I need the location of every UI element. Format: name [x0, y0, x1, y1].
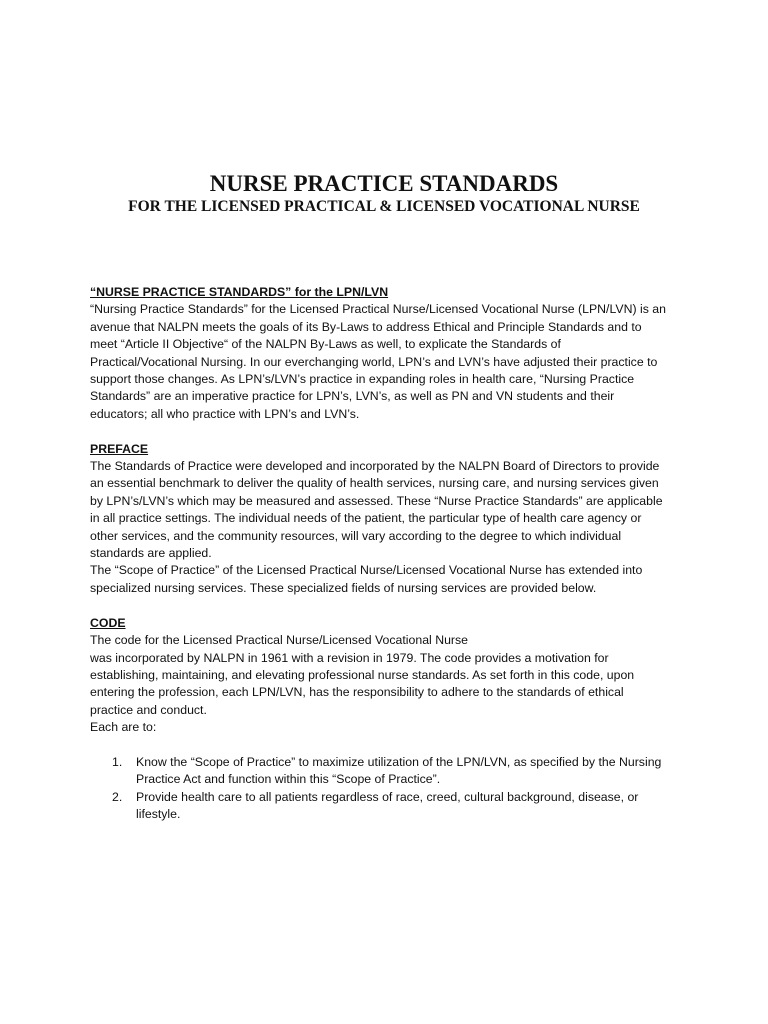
list-item	[90, 754, 690, 789]
text-line: Standards” are an imperative practice for LPN’s, LVN’s, as well as PN and VN students and their	[90, 389, 615, 404]
preface-heading: PREFACE	[90, 441, 149, 456]
intro-section	[90, 284, 690, 423]
preface-section	[90, 441, 690, 598]
text-line: Each are to:	[90, 720, 157, 735]
text-line: establishing, maintaining, and elevating professional nurse standards. As set forth in this code, upon	[90, 667, 635, 682]
code-list	[90, 754, 690, 824]
text-line: Practice Act and function within this “Scope of Practice”.	[136, 772, 441, 787]
text-line: The “Scope of Practice” of the Licensed Practical Nurse/Licensed Vocational Nurse has extended into	[90, 563, 643, 578]
intro-heading: “NURSE PRACTICE STANDARDS” for the LPN/LVN	[90, 285, 389, 299]
text-line: other services, and the community resources, will vary according to the degree to which individual	[90, 528, 622, 543]
text-line: “Nursing Practice Standards” for the Licensed Practical Nurse/Licensed Vocational Nurse (LPN/LVN) is an	[90, 302, 666, 317]
document-subtitle: FOR THE LICENSED PRACTICAL & LICENSED VOCATIONAL NURSE	[128, 198, 640, 215]
list-item-number: 1.	[112, 754, 123, 769]
text-line: was incorporated by NALPN in 1961 with a revision in 1979. The code provides a motivation for	[90, 650, 609, 665]
text-line: lifestyle.	[136, 807, 181, 822]
spacer	[90, 423, 690, 440]
text-line: Know the “Scope of Practice” to maximize utilization of the LPN/LVN, as specified by the Nursing	[136, 754, 662, 769]
text-line: by LPN’s/LVN’s which may be measured and assessed. These “Nurse Practice Standards” are applicable	[90, 493, 663, 508]
text-line: an essential benchmark to deliver the quality of health services, nursing care, and nursing services given	[90, 476, 659, 491]
list-item	[90, 789, 690, 824]
text-line: The Standards of Practice were developed and incorporated by the NALPN Board of Directors to provide	[90, 459, 660, 474]
text-line: meet “Article II Objective“ of the NALPN By-Laws as well, to explicate the Standards of	[90, 337, 561, 352]
text-line: Practical/Vocational Nursing. In our everchanging world, LPN’s and LVN’s have adjusted their practice to	[90, 354, 658, 369]
text-line: in all practice settings. The individual needs of the patient, the particular type of health care agency or	[90, 511, 642, 526]
text-line: practice and conduct.	[90, 702, 207, 717]
text-line: educators; all who practice with LPN’s and LVN’s.	[90, 406, 360, 421]
spacer	[90, 737, 690, 754]
spacer	[90, 597, 690, 614]
text-line: The code for the Licensed Practical Nurse/Licensed Vocational Nurse	[90, 633, 468, 648]
text-line: standards are applied.	[90, 546, 212, 561]
preface-paragraph	[90, 458, 690, 597]
list-item-number: 2.	[112, 789, 123, 804]
document-body	[90, 284, 690, 824]
code-heading: CODE	[90, 615, 126, 630]
code-section	[90, 615, 690, 824]
intro-paragraph	[90, 301, 690, 423]
text-line: support those changes. As LPN’s/LVN’s practice in expanding roles in health care, “Nursing Practice	[90, 372, 635, 387]
document-title: NURSE PRACTICE STANDARDS	[209, 171, 559, 196]
text-line: avenue that NALPN meets the goals of its By-Laws to address Ethical and Principle Standards and to	[90, 319, 642, 334]
text-line: specialized nursing services. These specialized fields of nursing services are provided below.	[90, 580, 597, 595]
text-line: Provide health care to all patients regardless of race, creed, cultural background, disease, or	[136, 789, 639, 804]
code-paragraph	[90, 632, 690, 736]
text-line: entering the profession, each LPN/LVN, has the responsibility to adhere to the standards of ethical	[90, 685, 624, 700]
